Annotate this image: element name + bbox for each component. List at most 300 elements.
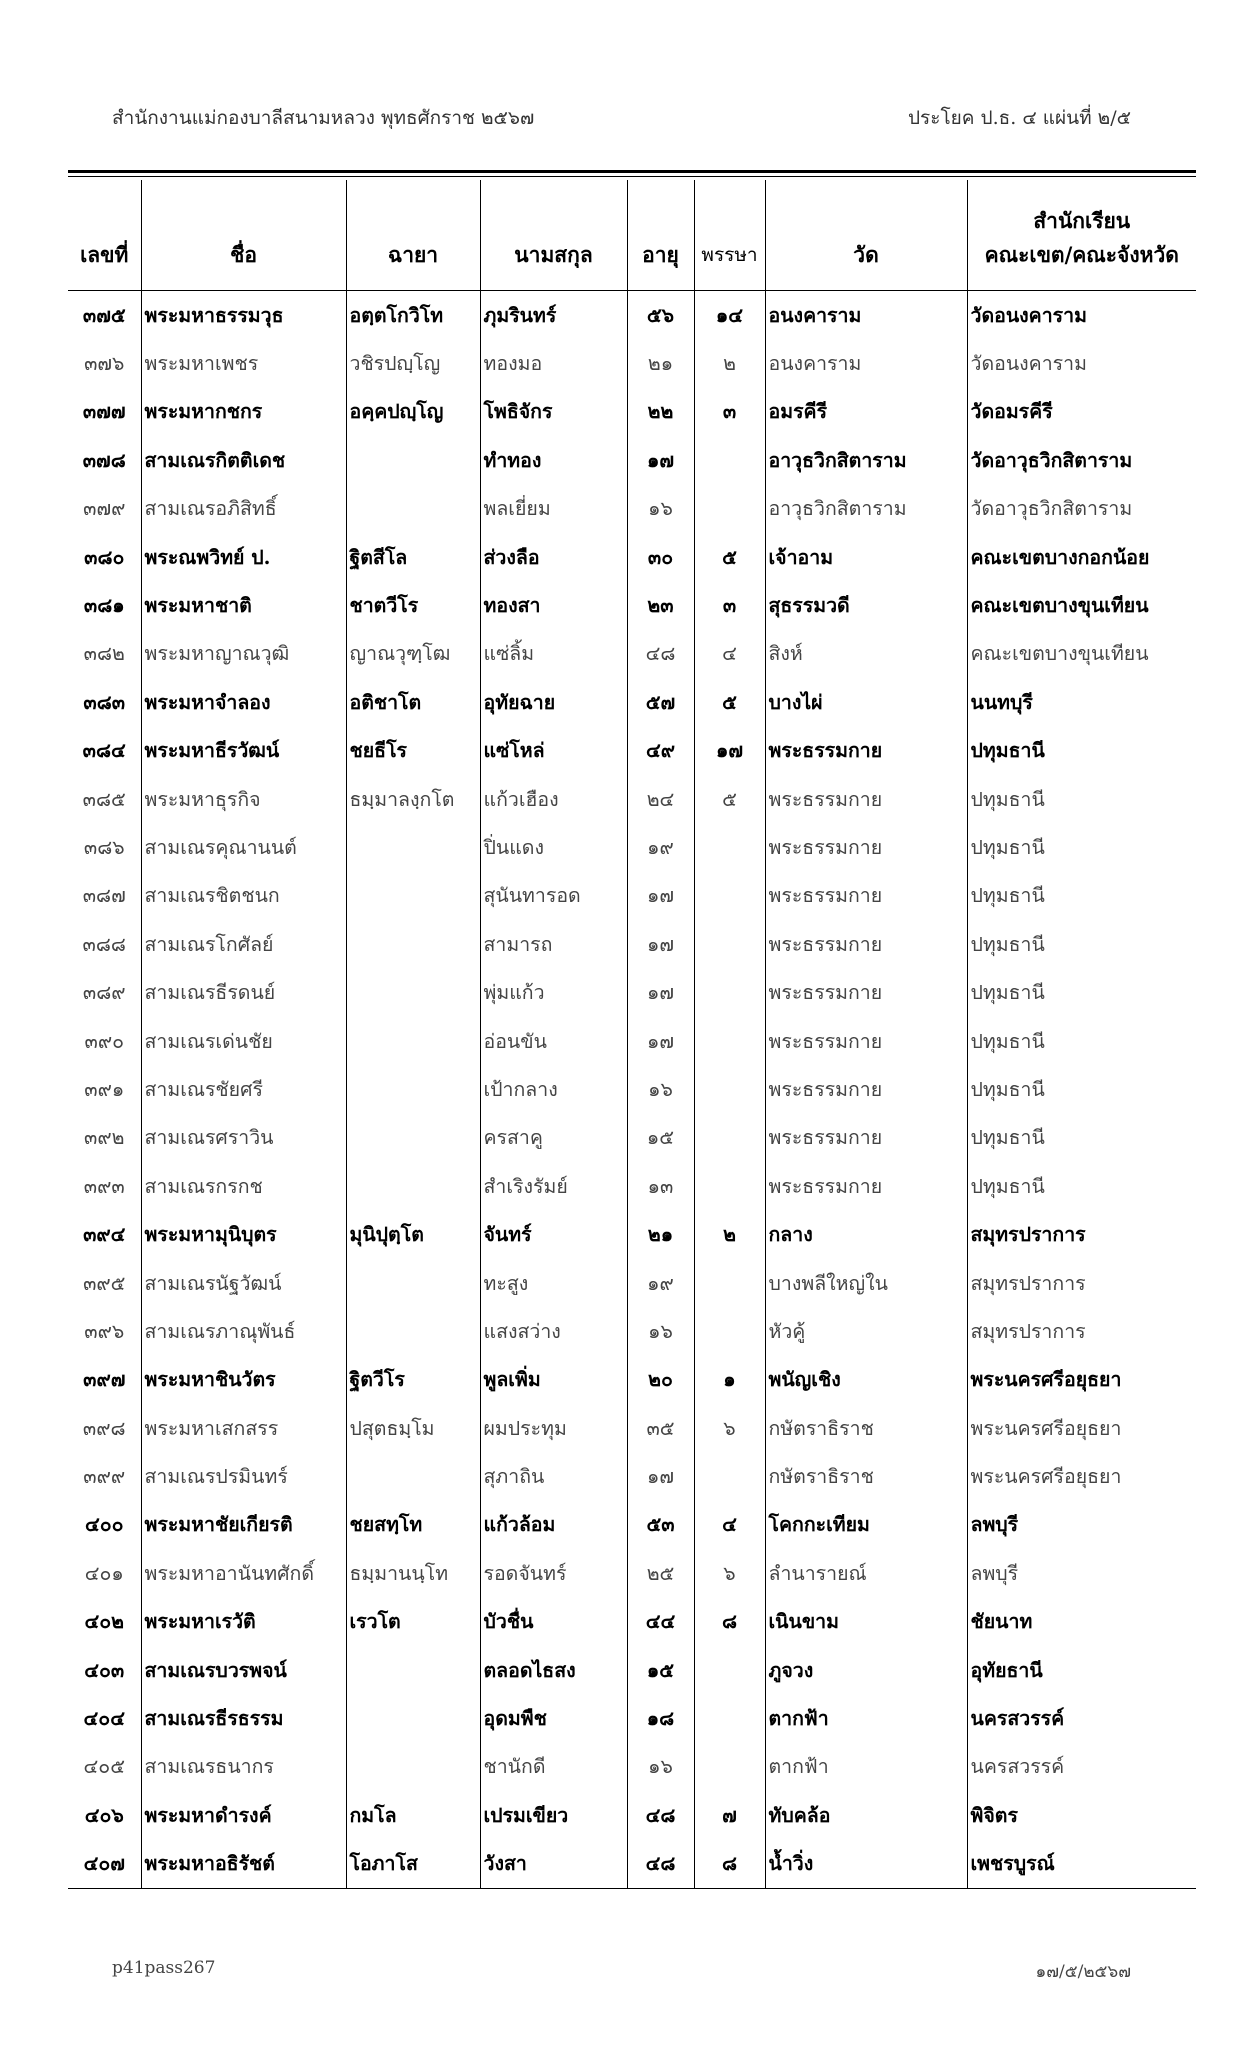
cell-wat: พระธรรมกาย: [765, 823, 967, 871]
cell-name: สามเณรชัยศรี: [141, 1065, 346, 1113]
cell-surname: แซ่ลิ้ม: [480, 630, 627, 678]
cell-wat: สุธรรมวดี: [765, 581, 967, 629]
cell-pansa: ๖: [694, 1404, 765, 1452]
cell-name: พระมหาอานันทศักดิ์: [141, 1549, 346, 1597]
cell-no: ๓๙๑: [84, 1077, 125, 1101]
table-row: [68, 1694, 1196, 1742]
cell-wat: พระธรรมกาย: [765, 872, 967, 920]
col-header-pansa: พรรษา: [694, 180, 765, 291]
cell-pansa: [694, 1114, 765, 1162]
table-row: [68, 1501, 1196, 1549]
cell-chaya: ปสุตธมฺโม: [346, 1404, 480, 1452]
cell-wat: บางไผ่: [765, 678, 967, 726]
cell-no: ๓๙๘: [82, 1416, 126, 1440]
cell-surname: แซ่โหล่: [480, 727, 627, 775]
cell-name: พระมหาธุรกิจ: [141, 775, 346, 823]
cell-school: คณะเขตบางขุนเทียน: [967, 581, 1196, 629]
cell-chaya: [346, 1646, 480, 1694]
cell-age: ๕๗: [627, 678, 694, 726]
cell-name: สามเณรโกศัลย์: [141, 920, 346, 968]
cell-chaya: เรวโต: [346, 1598, 480, 1646]
header-rule-thin: [68, 176, 1196, 177]
cell-surname: สุภาถิน: [480, 1452, 627, 1500]
cell-wat: ลำนารายณ์: [765, 1549, 967, 1597]
cell-surname: พุ่มแก้ว: [480, 968, 627, 1016]
cell-wat: ตากฟ้า: [765, 1694, 967, 1742]
cell-school: นครสวรรค์: [967, 1694, 1196, 1742]
cell-wat: พระธรรมกาย: [765, 1065, 967, 1113]
col-header-school-line1: สำนักเรียน: [1033, 208, 1131, 233]
cell-school: ปทุมธานี: [967, 1065, 1196, 1113]
cell-wat: อนงคาราม: [765, 291, 967, 340]
cell-school: นนทบุรี: [967, 678, 1196, 726]
cell-wat: พระธรรมกาย: [765, 1162, 967, 1210]
cell-school: ปทุมธานี: [967, 872, 1196, 920]
table-row: [68, 968, 1196, 1016]
cell-surname: เป้ากลาง: [480, 1065, 627, 1113]
cell-school: ลพบุรี: [967, 1501, 1196, 1549]
table-row: [68, 1549, 1196, 1597]
cell-pansa: [694, 1065, 765, 1113]
cell-wat: กษัตราธิราช: [765, 1452, 967, 1500]
cell-age: ๔๘: [627, 630, 694, 678]
col-header-name: ชื่อ: [141, 180, 346, 291]
cell-pansa: [694, 872, 765, 920]
table-row: [68, 1791, 1196, 1839]
cell-age: ๑๖: [627, 1307, 694, 1355]
cell-wat: อนงคาราม: [765, 339, 967, 387]
cell-no: ๔๐๖: [84, 1803, 124, 1827]
cell-pansa: ๔: [694, 630, 765, 678]
cell-wat: อาวุธวิกสิตาราม: [765, 485, 967, 533]
cell-school: พิจิตร: [967, 1791, 1196, 1839]
cell-name: พระมหาอธิรัชต์: [141, 1840, 346, 1889]
cell-chaya: [346, 1452, 480, 1500]
cell-chaya: ชาตวีโร: [346, 581, 480, 629]
cell-school: ปทุมธานี: [967, 775, 1196, 823]
cell-pansa: ๖: [694, 1549, 765, 1597]
cell-age: ๕๓: [627, 1501, 694, 1549]
cell-no: ๓๗๖: [84, 352, 125, 376]
cell-pansa: ๓: [694, 581, 765, 629]
cell-wat: เนินขาม: [765, 1598, 967, 1646]
cell-surname: ชานักดี: [480, 1743, 627, 1791]
cell-no: ๓๘๔: [82, 739, 126, 763]
cell-wat: พระธรรมกาย: [765, 727, 967, 775]
table-row: [68, 1259, 1196, 1307]
cell-age: ๒๓: [627, 581, 694, 629]
cell-no: ๓๙๐: [84, 1029, 124, 1053]
cell-chaya: อตฺตโกวิโท: [346, 291, 480, 340]
cell-age: ๔๘: [627, 1840, 694, 1889]
cell-surname: สามารถ: [480, 920, 627, 968]
cell-age: ๑๕: [627, 1646, 694, 1694]
cell-name: พระมหาเสกสรร: [141, 1404, 346, 1452]
cell-surname: แสงสว่าง: [480, 1307, 627, 1355]
cell-no: ๓๗๘: [82, 448, 126, 472]
cell-age: ๑๗: [627, 436, 694, 484]
cell-school: วัดอนงคาราม: [967, 291, 1196, 340]
cell-school: ปทุมธานี: [967, 920, 1196, 968]
cell-surname: แก้วเฮือง: [480, 775, 627, 823]
cell-surname: ทองสา: [480, 581, 627, 629]
cell-chaya: [346, 485, 480, 533]
cell-no: ๓๗๕: [82, 303, 126, 327]
cell-chaya: [346, 823, 480, 871]
cell-age: ๑๖: [627, 1065, 694, 1113]
cell-school: คณะเขตบางขุนเทียน: [967, 630, 1196, 678]
cell-school: ปทุมธานี: [967, 1017, 1196, 1065]
cell-surname: วังสา: [480, 1840, 627, 1889]
cell-school: ปทุมธานี: [967, 727, 1196, 775]
cell-name: สามเณรธนากร: [141, 1743, 346, 1791]
table-row: [68, 1162, 1196, 1210]
cell-no: ๓๙๙: [83, 1465, 126, 1489]
cell-school: พระนครศรีอยุธยา: [967, 1356, 1196, 1404]
cell-no: ๓๘๐: [84, 545, 125, 569]
cell-school: ปทุมธานี: [967, 1114, 1196, 1162]
cell-chaya: [346, 1065, 480, 1113]
cell-age: ๑๗: [627, 920, 694, 968]
cell-no: ๔๐๕: [83, 1755, 125, 1779]
cell-pansa: [694, 823, 765, 871]
table-row: [68, 727, 1196, 775]
cell-wat: อมรคีรี: [765, 388, 967, 436]
cell-chaya: [346, 920, 480, 968]
table-row: [68, 339, 1196, 387]
cell-age: ๑๓: [627, 1162, 694, 1210]
results-table: [68, 180, 1196, 1889]
cell-no: ๓๘๓: [83, 690, 126, 714]
col-header-chaya: ฉายา: [346, 180, 480, 291]
cell-wat: สิงห์: [765, 630, 967, 678]
cell-age: ๓๐: [627, 533, 694, 581]
table-row: [68, 1598, 1196, 1646]
col-header-school: [967, 180, 1196, 291]
cell-name: สามเณรบวรพจน์: [141, 1646, 346, 1694]
cell-wat: ตากฟ้า: [765, 1743, 967, 1791]
cell-pansa: ๔: [694, 1501, 765, 1549]
cell-pansa: [694, 1694, 765, 1742]
cell-pansa: [694, 1646, 765, 1694]
table-row: [68, 1114, 1196, 1162]
cell-surname: พูลเพิ่ม: [480, 1356, 627, 1404]
cell-name: สามเณรปรมินทร์: [141, 1452, 346, 1500]
table-row: [68, 581, 1196, 629]
cell-pansa: ๘: [694, 1598, 765, 1646]
cell-age: ๑๗: [627, 1017, 694, 1065]
cell-pansa: ๑๗: [694, 727, 765, 775]
cell-age: ๒๑: [627, 1210, 694, 1258]
table-row: [68, 1404, 1196, 1452]
cell-chaya: กมโล: [346, 1791, 480, 1839]
cell-chaya: ชยธีโร: [346, 727, 480, 775]
cell-pansa: [694, 968, 765, 1016]
cell-pansa: [694, 1017, 765, 1065]
cell-school: เพชรบูรณ์: [967, 1840, 1196, 1889]
footer-date: ๑๗/๕/๒๕๖๗: [1035, 1962, 1131, 1982]
cell-age: ๑๙: [627, 823, 694, 871]
cell-school: ปทุมธานี: [967, 1162, 1196, 1210]
cell-age: ๑๙: [627, 1259, 694, 1307]
table-row: [68, 1452, 1196, 1500]
cell-pansa: ๓: [694, 388, 765, 436]
cell-age: ๑๗: [627, 968, 694, 1016]
cell-age: ๑๘: [627, 1694, 694, 1742]
cell-age: ๑๗: [627, 872, 694, 920]
cell-age: ๕๖: [627, 291, 694, 340]
cell-no: ๓๘๗: [82, 884, 126, 908]
cell-age: ๒๐: [627, 1356, 694, 1404]
cell-no: ๓๘๕: [82, 787, 126, 811]
cell-chaya: ชยสทฺโท: [346, 1501, 480, 1549]
cell-wat: ภูจวง: [765, 1646, 967, 1694]
cell-wat: พระธรรมกาย: [765, 920, 967, 968]
cell-chaya: [346, 1743, 480, 1791]
cell-school: ชัยนาท: [967, 1598, 1196, 1646]
cell-age: ๒๑: [627, 339, 694, 387]
cell-school: พระนครศรีอยุธยา: [967, 1452, 1196, 1500]
cell-no: ๔๐๒: [84, 1610, 124, 1634]
cell-chaya: ฐิตสีโล: [346, 533, 480, 581]
cell-surname: เปรมเขียว: [480, 1791, 627, 1839]
table-row: [68, 1646, 1196, 1694]
cell-chaya: [346, 872, 480, 920]
cell-wat: พนัญเชิง: [765, 1356, 967, 1404]
cell-pansa: [694, 1259, 765, 1307]
cell-name: สามเณรธีรธรรม: [141, 1694, 346, 1742]
cell-school: คณะเขตบางกอกน้อย: [967, 533, 1196, 581]
cell-name: สามเณรชิตชนก: [141, 872, 346, 920]
cell-name: พระมหามุนิบุตร: [141, 1210, 346, 1258]
cell-pansa: [694, 1307, 765, 1355]
cell-name: สามเณรเด่นชัย: [141, 1017, 346, 1065]
cell-school: วัดอนงคาราม: [967, 339, 1196, 387]
cell-school: วัดอาวุธวิกสิตาราม: [967, 436, 1196, 484]
footer-code: p41pass267: [112, 1958, 216, 1978]
header-sheet-info: ประโยค ป.ธ. ๔ แผ่นที่ ๒/๕: [908, 107, 1131, 129]
table-row: [68, 823, 1196, 871]
cell-surname: ผมประทุม: [480, 1404, 627, 1452]
cell-pansa: ๑๔: [694, 291, 765, 340]
cell-no: ๓๘๖: [83, 835, 125, 859]
cell-chaya: วชิรปญฺโญ: [346, 339, 480, 387]
table-row: [68, 388, 1196, 436]
table-row: [68, 872, 1196, 920]
cell-surname: ปิ่นแดง: [480, 823, 627, 871]
cell-pansa: [694, 1452, 765, 1500]
cell-name: พระมหาเพชร: [141, 339, 346, 387]
cell-pansa: [694, 920, 765, 968]
cell-wat: หัวคู้: [765, 1307, 967, 1355]
cell-wat: ทับคล้อ: [765, 1791, 967, 1839]
cell-surname: แก้วล้อม: [480, 1501, 627, 1549]
cell-age: ๑๕: [627, 1114, 694, 1162]
cell-school: ปทุมธานี: [967, 823, 1196, 871]
cell-chaya: อติชาโต: [346, 678, 480, 726]
page-footer: [112, 1958, 1131, 1988]
cell-wat: พระธรรมกาย: [765, 1114, 967, 1162]
cell-pansa: ๕: [694, 775, 765, 823]
cell-name: สามเณรศราวิน: [141, 1114, 346, 1162]
cell-name: พระมหาจำลอง: [141, 678, 346, 726]
cell-school: นครสวรรค์: [967, 1743, 1196, 1791]
cell-school: สมุทรปราการ: [967, 1210, 1196, 1258]
cell-no: ๓๙๔: [83, 1223, 126, 1247]
cell-wat: พระธรรมกาย: [765, 968, 967, 1016]
cell-wat: โคกกะเทียม: [765, 1501, 967, 1549]
cell-wat: พระธรรมกาย: [765, 1017, 967, 1065]
table-row: [68, 1307, 1196, 1355]
cell-name: สามเณรนัฐวัฒน์: [141, 1259, 346, 1307]
cell-name: พระมหาชินวัตร: [141, 1356, 346, 1404]
cell-name: สามเณรคุณานนต์: [141, 823, 346, 871]
cell-no: ๓๙๖: [84, 1319, 125, 1343]
cell-no: ๓๘๑: [83, 594, 125, 618]
cell-age: ๑๖: [627, 1743, 694, 1791]
cell-surname: บัวชื่น: [480, 1598, 627, 1646]
cell-surname: สำเริงรัมย์: [480, 1162, 627, 1210]
cell-chaya: ญาณวุฑฺโฒ: [346, 630, 480, 678]
header-rule-thick: [68, 170, 1196, 173]
cell-wat: น้ำวิ่ง: [765, 1840, 967, 1889]
cell-school: ปทุมธานี: [967, 968, 1196, 1016]
cell-no: ๔๐๔: [83, 1707, 125, 1731]
cell-wat: กลาง: [765, 1210, 967, 1258]
cell-no: ๔๐๐: [84, 1513, 124, 1537]
cell-name: สามเณรอภิสิทธิ์: [141, 485, 346, 533]
cell-school: สมุทรปราการ: [967, 1307, 1196, 1355]
cell-name: สามเณรกิตติเดช: [141, 436, 346, 484]
cell-pansa: ๕: [694, 533, 765, 581]
cell-no: ๓๙๒: [84, 1126, 125, 1150]
cell-chaya: [346, 1017, 480, 1065]
cell-no: ๓๙๗: [83, 1368, 126, 1392]
table-body: [68, 291, 1196, 1889]
cell-no: ๓๙๕: [83, 1271, 126, 1295]
cell-wat: เจ้าอาม: [765, 533, 967, 581]
table-row: [68, 436, 1196, 484]
cell-age: ๑๖: [627, 485, 694, 533]
cell-pansa: ๘: [694, 1840, 765, 1889]
cell-pansa: ๒: [694, 339, 765, 387]
cell-no: ๓๗๗: [82, 400, 126, 424]
table-row: [68, 1743, 1196, 1791]
cell-surname: อุทัยฉาย: [480, 678, 627, 726]
cell-wat: พระธรรมกาย: [765, 775, 967, 823]
cell-no: ๓๙๓: [83, 1174, 125, 1198]
cell-wat: อาวุธวิกสิตาราม: [765, 436, 967, 484]
cell-chaya: [346, 436, 480, 484]
cell-chaya: [346, 1694, 480, 1742]
cell-no: ๓๗๙: [83, 497, 126, 521]
cell-pansa: ๑: [694, 1356, 765, 1404]
table-row: [68, 485, 1196, 533]
table-row: [68, 678, 1196, 726]
cell-chaya: โอภาโส: [346, 1840, 480, 1889]
cell-no: ๓๘๘: [82, 932, 126, 956]
cell-surname: อุดมพืช: [480, 1694, 627, 1742]
cell-chaya: [346, 1114, 480, 1162]
table-row: [68, 1017, 1196, 1065]
table-header-row: [68, 180, 1196, 291]
cell-surname: โพธิจักร: [480, 388, 627, 436]
table-row: [68, 630, 1196, 678]
cell-age: ๒๕: [627, 1549, 694, 1597]
cell-pansa: ๕: [694, 678, 765, 726]
cell-surname: ส่วงลือ: [480, 533, 627, 581]
cell-pansa: [694, 1743, 765, 1791]
cell-name: พระมหาธรรมวุธ: [141, 291, 346, 340]
cell-no: ๔๐๑: [84, 1561, 124, 1585]
cell-pansa: [694, 1162, 765, 1210]
cell-age: ๓๕: [627, 1404, 694, 1452]
table-row: [68, 533, 1196, 581]
cell-pansa: ๒: [694, 1210, 765, 1258]
cell-age: ๒๔: [627, 775, 694, 823]
cell-pansa: [694, 485, 765, 533]
table-row: [68, 920, 1196, 968]
cell-school: วัดอาวุธวิกสิตาราม: [967, 485, 1196, 533]
table-row: [68, 1065, 1196, 1113]
cell-wat: กษัตราธิราช: [765, 1404, 967, 1452]
cell-surname: อ่อนขัน: [480, 1017, 627, 1065]
col-header-surname: นามสกุล: [480, 180, 627, 291]
cell-name: สามเณรธีรดนย์: [141, 968, 346, 1016]
table-row: [68, 291, 1196, 340]
cell-chaya: อคฺคปญฺโญ: [346, 388, 480, 436]
cell-age: ๒๒: [627, 388, 694, 436]
cell-surname: ภุมรินทร์: [480, 291, 627, 340]
header-office-title: สำนักงานแม่กองบาลีสนามหลวง พุทธศักราช ๒๕๖๗: [112, 107, 535, 129]
cell-school: พระนครศรีอยุธยา: [967, 1404, 1196, 1452]
cell-surname: ทองมอ: [480, 339, 627, 387]
cell-school: ลพบุรี: [967, 1549, 1196, 1597]
cell-no: ๓๘๙: [82, 981, 126, 1005]
cell-school: วัดอมรคีรี: [967, 388, 1196, 436]
col-header-no: เลขที่: [68, 180, 141, 291]
cell-name: พระมหาญาณวุฒิ: [141, 630, 346, 678]
cell-age: ๔๙: [627, 727, 694, 775]
table-row: [68, 1210, 1196, 1258]
cell-surname: จันทร์: [480, 1210, 627, 1258]
cell-chaya: [346, 1259, 480, 1307]
page-header: [112, 103, 1131, 133]
cell-surname: ครสาคู: [480, 1114, 627, 1162]
cell-no: ๔๐๓: [84, 1658, 125, 1682]
col-header-wat: วัด: [765, 180, 967, 291]
table-row: [68, 1840, 1196, 1889]
cell-name: พระมหาธีรวัฒน์: [141, 727, 346, 775]
cell-name: พระมหาเรวัติ: [141, 1598, 346, 1646]
cell-chaya: [346, 1307, 480, 1355]
cell-chaya: ธมฺมานนฺโท: [346, 1549, 480, 1597]
cell-wat: บางพลีใหญ่ใน: [765, 1259, 967, 1307]
cell-age: ๔๔: [627, 1598, 694, 1646]
table-row: [68, 1356, 1196, 1404]
cell-name: พระมหากชกร: [141, 388, 346, 436]
cell-pansa: [694, 436, 765, 484]
cell-chaya: มุนิปุตฺโต: [346, 1210, 480, 1258]
cell-surname: พลเยี่ยม: [480, 485, 627, 533]
cell-name: พระมหาชาติ: [141, 581, 346, 629]
cell-age: ๔๘: [627, 1791, 694, 1839]
cell-chaya: [346, 1162, 480, 1210]
cell-no: ๔๐๗: [68, 1840, 141, 1889]
col-header-age: อายุ: [627, 180, 694, 291]
table-row: [68, 775, 1196, 823]
cell-school: อุทัยธานี: [967, 1646, 1196, 1694]
